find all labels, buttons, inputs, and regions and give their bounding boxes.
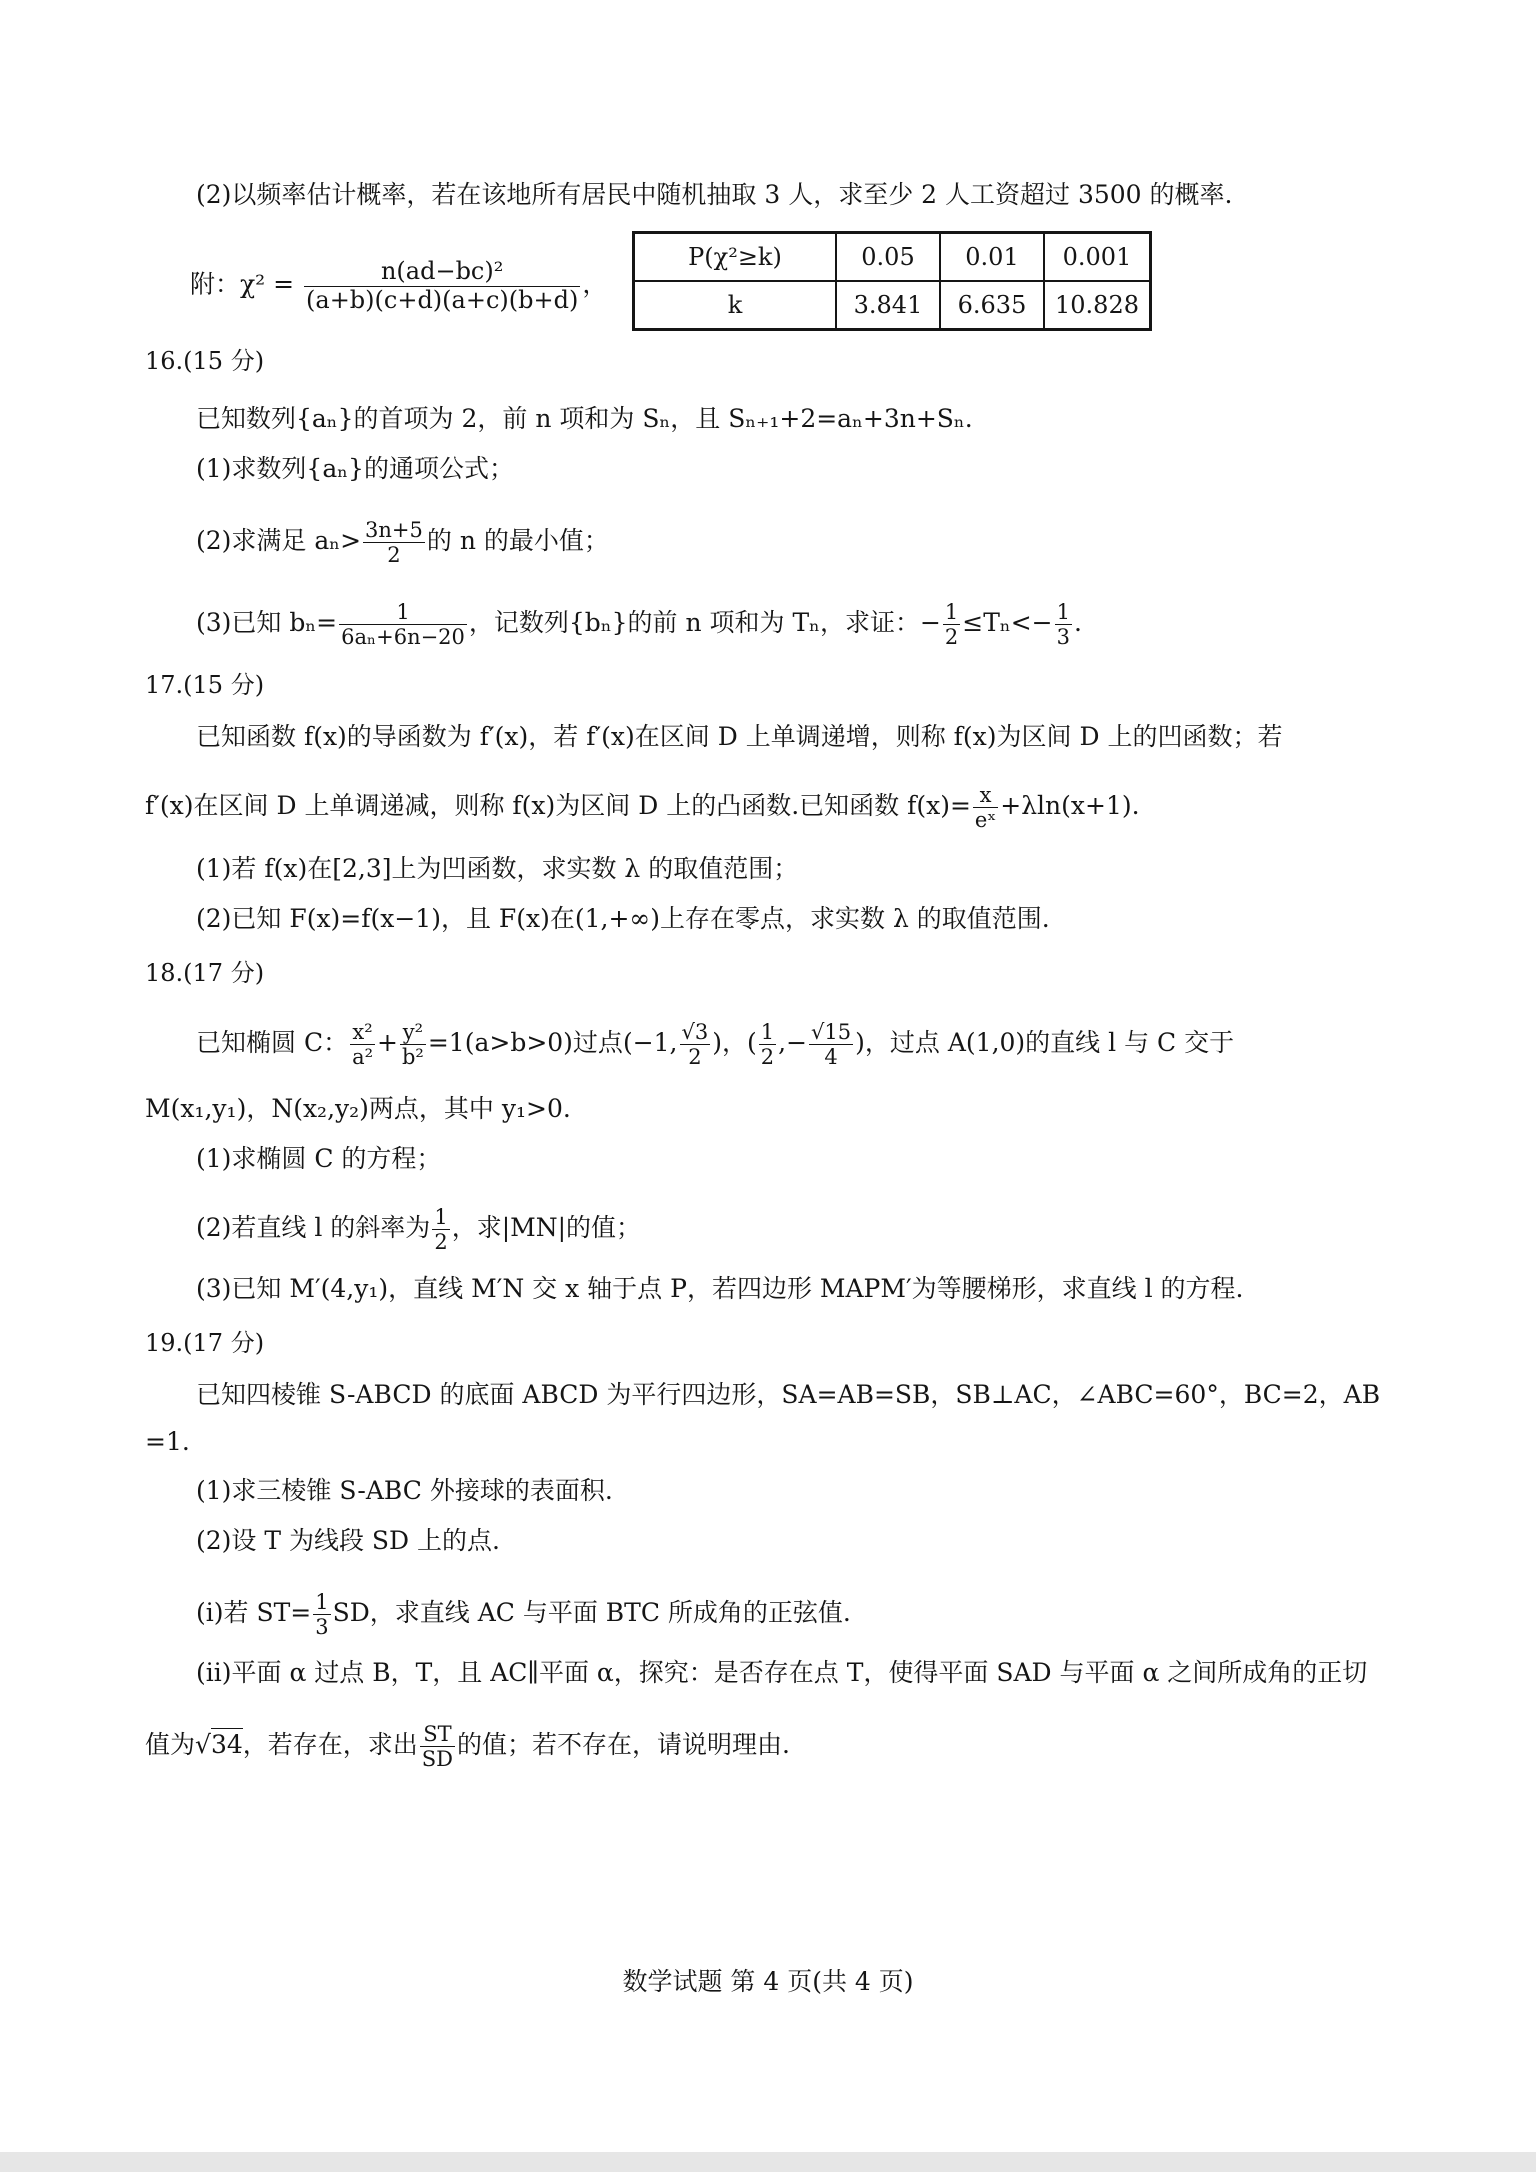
q17-line2 (145, 783, 1140, 832)
fraction (432, 1205, 449, 1254)
denominator: 2 (387, 543, 401, 568)
text-run: 值为 (145, 1730, 196, 1760)
q17-part2: (2)已知 F(x)=f(x−1)，且 F(x)在(1,+∞)上存在零点，求实数 λ 的取值范围. (196, 904, 1050, 933)
fraction (339, 600, 467, 649)
q17-heading: 17.(15 分) (145, 671, 265, 699)
denominator: 2 (760, 1045, 775, 1070)
text-run: ，记数列{bₙ}的前 n 项和为 Tₙ，求证：− (468, 608, 941, 638)
denominator: 3 (315, 1615, 329, 1640)
table-cell: 3.841 (836, 281, 940, 330)
text-run: 的 n 的最小值； (426, 526, 609, 556)
q19-part2-ii-line1: (ⅱ)平面 α 过点 B，T，且 AC∥平面 α，探究：是否存在点 T，使得平面 SAD 与平面 α 之间所成角的正切 (196, 1658, 1368, 1687)
q16-part3 (196, 600, 1082, 649)
table-cell: 0.05 (836, 233, 940, 282)
table-cell: 10.828 (1044, 281, 1150, 330)
table-cell: 0.001 (1044, 233, 1150, 282)
appendix-comma: ， (582, 269, 608, 299)
numerator: ST (420, 1722, 455, 1747)
fraction (680, 1020, 711, 1069)
table-row (634, 281, 1151, 330)
text-run: )，( (712, 1028, 757, 1058)
scan-edge (0, 2152, 1536, 2172)
fraction (420, 1722, 455, 1771)
q19-line2: =1. (145, 1427, 190, 1456)
fraction (350, 1020, 375, 1069)
numerator: y² (400, 1020, 426, 1045)
q18-part3: (3)已知 M′(4,y₁)，直线 M′N 交 x 轴于点 P，若四边形 MAPM′为等腰梯形，求直线 l 的方程. (196, 1274, 1244, 1303)
table-cell: P(χ²≥k) (634, 233, 837, 282)
text-run: . (1074, 608, 1082, 638)
denominator: a² (352, 1045, 374, 1070)
fraction (759, 1020, 776, 1069)
radicand: 34 (210, 1730, 243, 1760)
q19-part1: (1)求三棱锥 S-ABC 外接球的表面积. (196, 1476, 613, 1505)
denominator: 2 (434, 1230, 448, 1255)
q17-part1: (1)若 f(x)在[2,3]上为凹函数，求实数 λ 的取值范围； (196, 854, 799, 883)
text-run: ≤Tₙ<− (962, 608, 1053, 638)
table-cell: k (634, 281, 837, 330)
numerator: 3n+5 (365, 518, 423, 542)
text-run: (ⅰ)若 ST= (196, 1598, 312, 1628)
text-run: +λln(x+1). (1000, 791, 1140, 821)
text-run: 的值；若不存在，请说明理由. (457, 1730, 790, 1760)
chi-den: (a+b)(c+d)(a+c)(b+d) (306, 285, 579, 314)
numerator: 1 (760, 1020, 775, 1044)
table-cell: 6.635 (940, 281, 1044, 330)
q17-line1: 已知函数 f(x)的导函数为 f′(x)，若 f′(x)在区间 D 上单调递增，则称 f(x)为区间 D 上的凹函数；若 (196, 722, 1283, 751)
q18-part1: (1)求椭圆 C 的方程； (196, 1144, 442, 1173)
numerator: 1 (944, 600, 959, 624)
denominator: b² (401, 1045, 424, 1070)
fraction (313, 1590, 330, 1639)
text-run: ，求|MN|的值； (451, 1213, 642, 1243)
chi-square-fraction (304, 258, 580, 314)
sqrt-sign: √ (195, 1730, 211, 1760)
denominator: 4 (824, 1045, 838, 1070)
numerator: √15 (811, 1020, 852, 1044)
text-run: (2)求满足 aₙ> (196, 526, 362, 556)
fraction (1055, 600, 1072, 649)
text-run: ,− (778, 1028, 808, 1058)
denominator: 2 (944, 625, 959, 650)
denominator: 6aₙ+6n−20 (341, 625, 465, 650)
fraction (363, 518, 425, 567)
numerator: 1 (339, 600, 467, 625)
denominator: eˣ (974, 808, 997, 833)
text-run: (2)若直线 l 的斜率为 (196, 1213, 431, 1243)
text-run: SD，求直线 AC 与平面 BTC 所成角的正弦值. (332, 1598, 851, 1628)
text-run: + (377, 1028, 398, 1058)
denominator: SD (421, 1747, 454, 1772)
fraction (809, 1020, 853, 1069)
q18-line2: M(x₁,y₁)，N(x₂,y₂)两点，其中 y₁>0. (145, 1094, 571, 1123)
fraction (943, 600, 960, 649)
q16-part1: (1)求数列{aₙ}的通项公式； (196, 454, 514, 483)
critical-value-table (632, 231, 1152, 331)
numerator: 1 (1056, 600, 1071, 624)
q19-part2: (2)设 T 为线段 SD 上的点. (196, 1526, 500, 1555)
text-run: 已知椭圆 C： (196, 1028, 349, 1058)
fraction (973, 783, 998, 832)
chi-square-formula (190, 258, 607, 314)
q16-heading: 16.(15 分) (145, 347, 265, 375)
q16-part2 (196, 518, 609, 567)
numerator: x (973, 783, 998, 808)
q19-part2-i (196, 1590, 851, 1639)
q15-part2: (2)以频率估计概率，若在该地所有居民中随机抽取 3 人，求至少 2 人工资超过 3500 的概率. (196, 180, 1233, 209)
q19-line1: 已知四棱锥 S-ABCD 的底面 ABCD 为平行四边形，SA=AB=SB，SB⊥AC，∠ABC=60°，BC=2，AB (196, 1380, 1381, 1409)
q19-part2-ii-line2 (145, 1722, 790, 1771)
q18-line1 (196, 1020, 1234, 1069)
denominator: 3 (1056, 625, 1071, 650)
text-run: ，若存在，求出 (242, 1730, 418, 1760)
table-row (634, 233, 1151, 282)
text-run: (3)已知 bₙ= (196, 608, 338, 638)
numerator: 1 (315, 1590, 329, 1614)
q19-heading: 19.(17 分) (145, 1329, 265, 1357)
q18-part2 (196, 1205, 641, 1254)
chi-num: n(ad−bc)² (304, 258, 580, 287)
q18-heading: 18.(17 分) (145, 959, 265, 987)
text-run: )，过点 A(1,0)的直线 l 与 C 交于 (855, 1028, 1235, 1058)
numerator: 1 (434, 1205, 448, 1229)
numerator: x² (350, 1020, 375, 1045)
denominator: 2 (688, 1045, 702, 1070)
text-run: (−1, (622, 1028, 678, 1058)
text-run: f′(x)在区间 D 上单调递减，则称 f(x)为区间 D 上的凸函数.已知函数 f(x)= (145, 791, 971, 821)
appendix-prefix: 附：χ² = (190, 269, 303, 299)
text-run: =1(a>b>0)过点 (427, 1028, 623, 1058)
page-footer: 数学试题 第 4 页(共 4 页) (622, 1967, 914, 1996)
numerator: √3 (681, 1020, 709, 1044)
q16-stem: 已知数列{aₙ}的首项为 2，前 n 项和为 Sₙ，且 Sₙ₊₁+2=aₙ+3n+Sₙ. (196, 404, 973, 433)
fraction (400, 1020, 426, 1069)
table-cell: 0.01 (940, 233, 1044, 282)
